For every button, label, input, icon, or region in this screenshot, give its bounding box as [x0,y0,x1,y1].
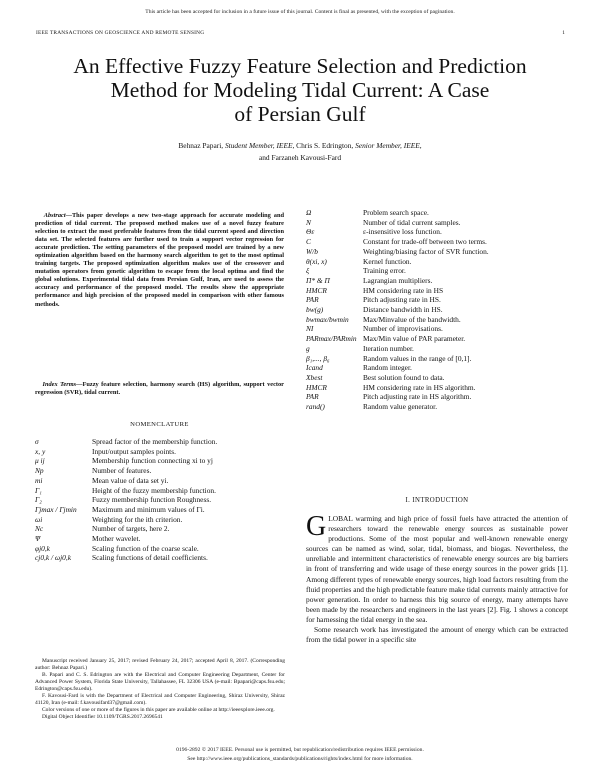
nomenclature-row [306,286,568,296]
nomenclature-definition: Weighting/biasing factor of SVR function. [363,246,489,256]
nomenclature-definition: Input/output samples points. [92,446,176,456]
abstract-text: —This paper develops a new two-stage approach for accurate modeling and prediction of tidal current. The proposed method makes use of a novel fuzzy feature selection to extract the most preferable features from the tidal current speed and direction data set. The selected features are further used to train a support vector regression for accurate prediction. The setting parameters of the proposed model are trained by a new optimization algorithm based on the harmony search algorithm to get to the most optimal training targets. The proposed optimization algorithm makes use of the crossover and mutation operators from genetic algorithm to escape from the local optima and find the global solutions. Experimental tidal data from Persian Gulf, Iran, are used to assess the accuracy and performance of the proposed model. The results show the appropriate performance and high precision of the proposed model in comparison with other famous methods. [35,212,284,308]
nomenclature-list-right [306,208,568,412]
nomenclature-symbol: x, y [35,446,46,456]
paper-title [40,54,560,126]
nomenclature-symbol: HMCR [306,285,327,295]
title-line: of Persian Gulf [234,102,366,126]
nomenclature-definition: Random value generator. [363,402,438,412]
nomenclature-definition: Lagrangian multipliers. [363,275,433,285]
nomenclature-row [35,447,285,457]
nomenclature-definition: Scaling functions of detail coefficients. [92,553,208,563]
footnotes [35,658,285,721]
nomenclature-heading: NOMENCLATURE [130,421,189,428]
nomenclature-definition: Problem search space. [363,208,429,217]
nomenclature-symbol: W/b [306,246,318,256]
nomenclature-row [306,363,568,373]
nomenclature-symbol: φj0,k [35,543,50,553]
nomenclature-row [306,373,568,383]
nomenclature-symbol: HMCR [306,382,327,392]
footnote: F. Kavousi-Fard is with the Department of Electrical and Computer Engineering, Shiraz University, Shiraz 41120, Iran (e-mail: f.kavousifard37@gmail.com). [35,693,285,707]
index-terms-text: —Fuzzy feature selection, harmony search (HS) algorithm, support vector regression (SVR), tidal current. [35,381,284,397]
nomenclature-symbol: PAR [306,295,319,305]
author-sep: , [419,141,422,150]
nomenclature-symbol: bw(g) [306,305,324,315]
abstract-label: Abstract [43,212,66,219]
nomenclature-symbol: Ω [306,208,312,217]
nomenclature-definition: Iteration number. [363,343,414,353]
nomenclature-row [306,334,568,344]
nomenclature-symbol: NI [306,324,314,334]
dropcap: G [306,511,327,542]
nomenclature-definition: Mother wavelet. [92,534,141,544]
author-list [60,140,540,164]
nomenclature-row [35,553,285,563]
nomenclature-row [35,495,285,505]
nomenclature-definition: Spread factor of the membership function. [92,437,218,446]
nomenclature-symbol: N [306,217,311,227]
intro-paragraph: Some research work has investigated the amount of energy which can be extracted from the tidal power in a specific site [306,625,568,645]
nomenclature-row [306,266,568,276]
nomenclature-row [306,402,568,412]
nomenclature-row [35,534,285,544]
nomenclature-symbol: Γjmax / Γjmin [35,504,77,514]
author-name: Behnaz Papari, [178,141,225,150]
nomenclature-row [306,247,568,257]
nomenclature-definition: Weighting for the ith criterion. [92,514,183,524]
author-role: Student Member, IEEE [224,141,293,150]
nomenclature-symbol: Γ₁ [35,485,42,495]
nomenclature-row [306,237,568,247]
rights-link-line: See http://www.ieee.org/publications_standards/publications/rights/index.html for more information. [187,755,413,762]
nomenclature-symbol: rand() [306,402,325,412]
nomenclature-row [35,544,285,554]
nomenclature-symbol: Π* & Π [306,275,330,285]
nomenclature-symbol: Xbest [306,372,323,382]
nomenclature-definition: Mean value of data set yi. [92,475,169,485]
journal-name: IEEE TRANSACTIONS ON GEOSCIENCE AND REMOTE SENSING [36,30,205,36]
nomenclature-definition: Number of targets, here 2. [92,524,170,534]
nomenclature-list-left [35,437,285,563]
nomenclature-row [306,276,568,286]
nomenclature-row [35,486,285,496]
introduction-body [306,511,568,645]
nomenclature-symbol: β₁,..., β₆ [306,353,330,363]
nomenclature-symbol: PAR [306,392,319,402]
nomenclature-row [306,324,568,334]
nomenclature-row [35,524,285,534]
nomenclature-row [35,466,285,476]
nomenclature-row [35,456,285,466]
nomenclature-row [306,208,568,218]
acceptance-notice: This article has been accepted for inclusion in a future issue of this journal. Content is final as presented, with the exception of pagination. [145,9,455,15]
nomenclature-definition: HM considering rate in HS algorithm. [363,382,476,392]
nomenclature-definition: Number of improvisations. [363,324,443,334]
nomenclature-definition: Maximum and minimum values of Γi. [92,504,205,514]
author-role: Senior Member, IEEE [355,141,420,150]
nomenclature-symbol: g [306,343,310,353]
index-terms-label: Index Terms [42,381,77,388]
nomenclature-definition: Distance bandwidth in HS. [363,305,443,315]
footnote: B. Papari and C. S. Edrington are with the Electrical and Computer Engineering Department, Center for Advanced Power System, Florida State University, Tallahassee, FL 32306 USA (e-mail: Bpapari@caps.fsu.edu; Edrington@caps.fsu.edu). [35,672,285,693]
nomenclature-definition: Kernel function. [363,256,412,266]
nomenclature-row [306,295,568,305]
nomenclature-definition: Scaling function of the coarse scale. [92,543,199,553]
nomenclature-definition: Fuzzy membership function Roughness. [92,495,212,505]
introduction-heading: I. INTRODUCTION [405,497,469,504]
index-terms [35,381,284,397]
nomenclature-symbol: Θε [306,227,315,237]
page-number: 1 [562,30,565,36]
nomenclature-definition: HM considering rate in HS [363,285,444,295]
footnote: Manuscript received January 25, 2017; revised February 24, 2017; accepted April 8, 2017. (Corresponding author: Behnaz Papari.) [35,658,285,672]
nomenclature-row [35,476,285,486]
nomenclature-symbol: mi [35,475,43,485]
nomenclature-definition: Max/Min value of PAR parameter. [363,334,466,344]
nomenclature-definition: Membership function connecting xi to yj [92,456,213,466]
copyright-footer [0,746,600,763]
nomenclature-definition: Number of tidal current samples. [363,217,461,227]
nomenclature-row [306,315,568,325]
nomenclature-definition: Random integer. [363,363,412,373]
nomenclature-symbol: cj0,k / ωj0,k [35,553,72,563]
nomenclature-row [306,392,568,402]
nomenclature-symbol: ωi [35,514,43,524]
nomenclature-symbol: ξ [306,266,310,276]
title-line: An Effective Fuzzy Feature Selection and Prediction [73,54,527,78]
title-line: Method for Modeling Tidal Current: A Case [110,78,490,102]
intro-paragraph: LOBAL warming and high price of fossil fuels have attracted the attention of researchers toward the renewable energy sources as sustainable power productions. Some of the most popular and well-known renewable energy sources can be named as wind, solar, tidal, biomass, and biogas. Nevertheless, the unreliable and intermittent characteristics of renewable energy sources are big barriers in front of transferring and wide usage of these energy sources in the power grids [1]. Among different types of renewable energy sources, high load factors resulting from the fluid properties and the high predictable feature make tidal currents mainly attractive for power generation. In order to harness this big source of energy, many attempts have been made by the researchers and engineers in the last years [2]. Fig. 1 shows a concept for harnessing the tidal energy in the sea. [306,514,568,624]
nomenclature-row [306,257,568,267]
nomenclature-row [306,354,568,364]
nomenclature-symbol: PARmax/PARmin [306,334,357,344]
nomenclature-symbol: θ(xi, x) [306,256,327,266]
footnote: Digital Object Identifier 10.1109/TGRS.2017.2696541 [42,714,163,721]
nomenclature-definition: Height of the fuzzy membership function. [92,485,216,495]
nomenclature-definition: Max/Minvalue of the bandwidth. [363,314,461,324]
nomenclature-row [35,515,285,525]
nomenclature-symbol: Icand [306,363,323,373]
nomenclature-definition: Random values in the range of [0,1]. [363,353,472,363]
nomenclature-definition: Number of features. [92,466,152,476]
nomenclature-definition: Pitch adjusting rate in HS. [363,295,441,305]
copyright-line: 0196-2892 © 2017 IEEE. Personal use is permitted, but republication/redistribution requires IEEE permission. [176,747,424,753]
nomenclature-row [35,505,285,515]
footnote: Color versions of one or more of the figures in this paper are available online at http://ieeexplore.ieee.org. [42,707,275,714]
nomenclature-row [306,218,568,228]
nomenclature-definition: Training error. [363,266,406,276]
author-name: , Chris S. Edrington, [292,141,356,150]
nomenclature-symbol: Γ₂ [35,495,42,505]
nomenclature-symbol: Ψ [35,534,41,544]
nomenclature-definition: Best solution found to data. [363,372,445,382]
nomenclature-definition: ε-insensitive loss function. [363,227,442,237]
nomenclature-row [306,383,568,393]
nomenclature-row [35,437,285,447]
author-name: and Farzaneh Kavousi-Fard [258,153,342,162]
nomenclature-symbol: bwmax/bwmin [306,314,349,324]
nomenclature-row [306,305,568,315]
nomenclature-row [306,227,568,237]
nomenclature-definition: Constant for trade-off between two terms. [363,237,487,247]
nomenclature-symbol: σ [35,437,39,446]
nomenclature-symbol: μ ij [35,456,45,466]
nomenclature-definition: Pitch adjusting rate in HS algorithm. [363,392,472,402]
abstract [35,212,284,309]
nomenclature-symbol: C [306,237,311,247]
nomenclature-symbol: Np [35,466,44,476]
nomenclature-symbol: Nc [35,524,44,534]
nomenclature-row [306,344,568,354]
